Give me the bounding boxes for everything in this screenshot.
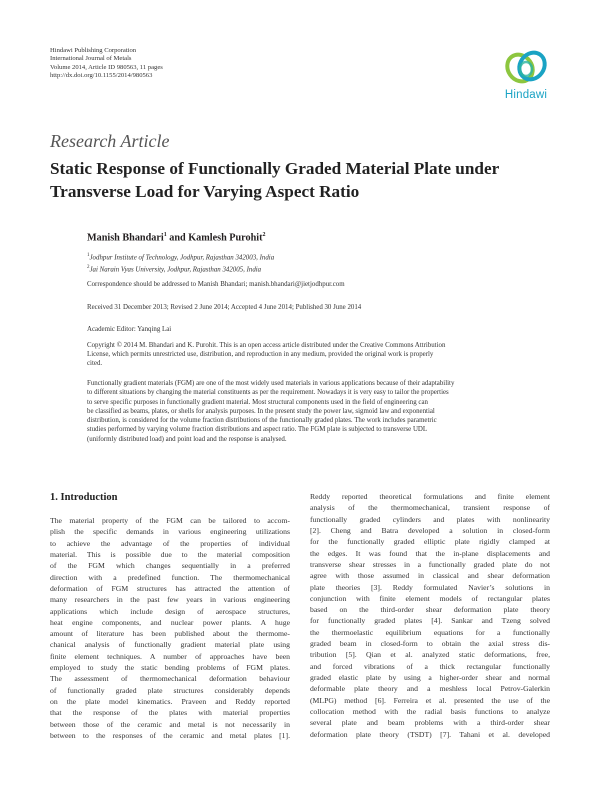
- affiliation-marker: 2: [262, 232, 266, 238]
- body-line: Reddy reported theoretical formulations and finite element: [310, 492, 550, 501]
- copyright-notice: [87, 341, 553, 369]
- body-line: deformation plate theory (TSDT) [7]. Tahani et al. developed: [310, 729, 550, 739]
- abstract-line: distribution, is considered for the volume fraction distributions of the functionally graded plates. The work includes parametric: [87, 417, 437, 424]
- article-title: Static Response of Functionally Graded Material Plate under Transverse Load for Varying Aspect Ratio: [50, 159, 499, 201]
- abstract-line: be classified as beams, plates, or shells for analysis purposes. In the present study the power law, sigmoid law and exponential: [87, 407, 435, 415]
- journal-line: International Journal of Metals: [50, 55, 132, 63]
- author-name[interactable]: Kamlesh Purohit: [188, 232, 263, 244]
- body-line: the edges. It was found that the in-plane displacements and: [310, 548, 550, 558]
- body-line: (MLPG) method [6]. Ferreira et al. presented the use of the: [310, 695, 550, 705]
- body-column-left: [50, 515, 290, 741]
- body-column-right: [310, 491, 550, 740]
- body-line: based on the third-order shear deformation plate theory: [310, 605, 550, 615]
- body-line: analysis of the thermomechanical, transient response of: [310, 503, 550, 513]
- body-line: tribution [5]. Qian et al. analyzed static deformations, free,: [310, 650, 550, 660]
- body-line: plish the specific demands in various engineering utilizations: [50, 527, 290, 537]
- body-line: chanical analysis of functionally gradient material plate using: [50, 640, 290, 650]
- affiliation-text: Jai Narain Vyas University, Jodhpur, Rajasthan 342005, India: [89, 265, 262, 273]
- affiliation-line: [87, 251, 553, 263]
- body-line: employed to study the static bending problems of FGM plates.: [50, 663, 290, 673]
- hindawi-rings-icon: [496, 44, 556, 88]
- affiliations: [87, 251, 553, 274]
- abstract-line: to different situations by changing the material constituents as per the requirement. Nowadays it is very easy to tailor the properties: [87, 389, 449, 397]
- body-line: collocation method with the radial basis functions to analyze: [310, 706, 550, 716]
- body-line: many researchers in the past few years in various engineering: [50, 595, 290, 605]
- body-line: between to the responses of the ceramic and metal plates [1].: [50, 730, 290, 740]
- copyright-line: Copyright © 2014 M. Bhandari and K. Purohit. This is an open access article distributed under the Creative Commons Attribution: [87, 342, 446, 349]
- body-line: on the plate model kinematics. Praveen and Reddy reported: [50, 697, 290, 706]
- author-list: [87, 232, 266, 243]
- doi-link[interactable]: http://dx.doi.org/10.1155/2014/980563: [50, 71, 153, 79]
- volume-line: Volume 2014, Article ID 980563, 11 pages: [50, 63, 163, 71]
- body-line: between those of the ceramic and metal is not necessarily in: [50, 719, 290, 729]
- body-line: and forced vibrations of a thick rectangular functionally: [310, 661, 550, 671]
- body-line: for functionally graded plates [4]. Sankar and Tzeng solved: [310, 616, 550, 626]
- hindawi-wordmark: Hindawi: [504, 89, 548, 101]
- article-type: Research Article: [50, 131, 170, 151]
- body-line: conjunction with finite element models of rectangular plates: [310, 593, 550, 603]
- body-line: deformable plate theory and a meshless local Petrov-Galerkin: [310, 684, 550, 694]
- affiliation-text: Jodhpur Institute of Technology, Jodhpur, Rajasthan 342003, India: [89, 254, 275, 262]
- body-line: [2]. Cheng and Batra developed a solution in closed-form: [310, 525, 550, 535]
- abstract-line: to serve specific purposes in functionally gradient material. Most structural components used in the field of engineering can: [87, 398, 428, 406]
- body-line: heat engine components, and nuclear power plants. A huge: [50, 617, 290, 627]
- body-line: finite element techniques. A number of approaches have been: [50, 651, 290, 661]
- abstract-line: studies performed by varying volume fraction distributions and aspect ratio. The FGM plate is subjected to transverse UDL: [87, 426, 428, 434]
- affiliation-marker: 1: [163, 232, 167, 238]
- body-line: plate theories [3]. Reddy formulated Navier’s solutions in: [310, 582, 550, 592]
- abstract: [87, 379, 553, 444]
- publisher-line: Hindawi Publishing Corporation: [50, 47, 137, 54]
- copyright-line: cited.: [87, 360, 103, 368]
- body-line: The material property of the FGM can be tailored to accom-: [50, 516, 290, 525]
- body-line: several plate and beam problems with a third-order shear: [310, 718, 550, 728]
- body-line: graded beam in closed-form to obtain the axial stress dis-: [310, 639, 550, 649]
- body-line: functionally graded cylinders and plates with nonlinearity: [310, 514, 550, 524]
- body-line: graded elastic plate by using a higher-order shear and normal: [310, 673, 550, 682]
- section-heading: 1. Introduction: [50, 492, 118, 503]
- author-conjunction: and: [166, 232, 189, 244]
- academic-editor: Academic Editor: Yanqing Lai: [87, 326, 172, 333]
- body-line: of functionally graded plate structures considerably depends: [50, 685, 290, 695]
- body-line: direction with a predefined function. The thermomechanical: [50, 572, 290, 582]
- author-name[interactable]: Manish Bhandari: [87, 232, 164, 244]
- body-line: of the FGM which changes sequentially in a preferred: [50, 561, 290, 571]
- body-line: deformation of FGM structures has attracted the attention of: [50, 583, 290, 593]
- body-line: to achieve the advantage of the properties of individual: [50, 538, 290, 548]
- body-line: applications which include design of aerospace structures,: [50, 606, 290, 616]
- affiliation-line: [87, 263, 553, 275]
- hindawi-logo: [496, 44, 556, 106]
- body-line: that the response of the plates with material properties: [50, 708, 290, 718]
- body-line: material. This is possible due to the material composition: [50, 549, 290, 559]
- abstract-line: (uniformly distributed load) and point load and the response is analysed.: [87, 435, 287, 443]
- copyright-line: License, which permits unrestricted use, distribution, and reproduction in any medium, provided the original work is properly: [87, 351, 434, 359]
- publication-dates: Received 31 December 2013; Revised 2 June 2014; Accepted 4 June 2014; Published 30 June 2014: [87, 304, 362, 311]
- journal-header: [50, 47, 163, 80]
- correspondence: Correspondence should be addressed to Manish Bhandari; manish.bhandari@jietjodhpur.com: [87, 281, 345, 288]
- body-line: The assessment of thermomechanical deformation behaviour: [50, 674, 290, 684]
- body-line: the thermoelastic equilibrium equations for a functionally: [310, 627, 550, 637]
- affiliation-marker: 1: [87, 253, 90, 258]
- body-line: transverse shear stresses in a functionally graded plate do not: [310, 559, 550, 569]
- body-line: for the functionally graded elliptic plate rigidly clamped at: [310, 537, 550, 547]
- abstract-line: Functionally gradient materials (FGM) are one of the most widely used materials in various applications because of their adaptability: [87, 380, 455, 387]
- affiliation-marker: 2: [87, 264, 90, 270]
- body-line: amount of literature has been published about the thermome-: [50, 629, 290, 639]
- body-line: agree with those assumed in classical and shear deformation: [310, 571, 550, 581]
